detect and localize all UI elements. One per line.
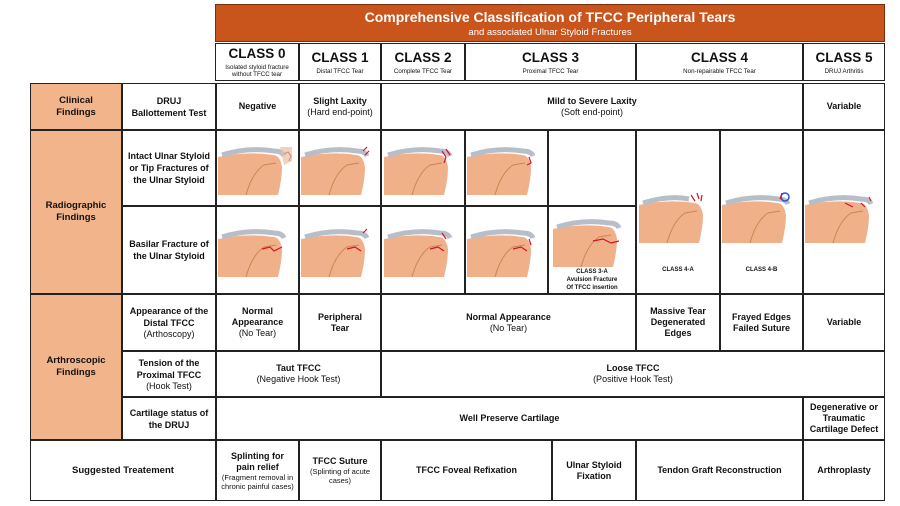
appearance-class-0: Normal Appearance (No Tear) xyxy=(216,294,299,351)
class-name: CLASS 5 xyxy=(815,49,873,65)
page-title: Comprehensive Classification of TFCC Peripheral Tears xyxy=(364,8,736,25)
treatment-class-0: Splinting for pain relief (Fragment removal in chronic painful cases) xyxy=(216,440,299,501)
section-radiographic: Radiographic Findings xyxy=(30,130,122,294)
xray-basilar-class-3 xyxy=(465,206,548,294)
wrist-illustration xyxy=(639,187,719,243)
treatment-class-4: Tendon Graft Reconstruction xyxy=(636,440,803,501)
xray-basilar-class-1 xyxy=(299,206,381,294)
class-desc: Isolated styloid fracture without TFCC tear xyxy=(225,64,289,78)
wrist-illustration xyxy=(384,221,464,277)
row-label-appearance: Appearance of the Distal TFCC (Arthoscopy) xyxy=(122,294,216,351)
appearance-class-4b: Frayed Edges Failed Suture xyxy=(720,294,803,351)
xray-class-4a: CLASS 4-A xyxy=(636,130,720,294)
treatment-class-5: Arthroplasty xyxy=(803,440,885,501)
page-subtitle: and associated Ulnar Styloid Fractures xyxy=(468,26,632,38)
treatment-class-3: Ulnar Styloid Fixation xyxy=(552,440,636,501)
class-name: CLASS 3 xyxy=(521,49,579,65)
xray-intact-class-3-empty xyxy=(548,130,636,206)
title-banner xyxy=(215,4,885,42)
wrist-illustration xyxy=(218,139,298,195)
wrist-illustration xyxy=(467,139,547,195)
clinical-class-5: Variable xyxy=(803,83,885,130)
xray-basilar-class-0 xyxy=(216,206,299,294)
wrist-illustration xyxy=(722,187,802,243)
class-0-header xyxy=(215,43,299,81)
cartilage-class-5: Degenerative or Traumatic Cartilage Defect xyxy=(803,397,885,440)
wrist-illustration xyxy=(467,221,547,277)
class-2-header xyxy=(381,43,465,81)
xray-intact-class-0 xyxy=(216,130,299,206)
class-name: CLASS 0 xyxy=(228,46,286,61)
wrist-illustration xyxy=(218,221,298,277)
class-5-header xyxy=(803,43,885,81)
treatment-class-1: TFCC Suture (Splinting of acute cases) xyxy=(299,440,381,501)
clinical-class-1: Slight Laxity (Hard end-point) xyxy=(299,83,381,130)
xray-intact-class-1 xyxy=(299,130,381,206)
cartilage-class-0-4: Well Preserve Cartilage xyxy=(216,397,803,440)
row-label-cartilage: Cartilage status of the DRUJ xyxy=(122,397,216,440)
appearance-class-5: Variable xyxy=(803,294,885,351)
clinical-class-0: Negative xyxy=(216,83,299,130)
xray-class-3a: CLASS 3-A Avulsion Fracture Of TFCC insertion xyxy=(548,206,636,294)
class-name: CLASS 2 xyxy=(394,49,452,65)
class-name: CLASS 1 xyxy=(311,49,369,65)
class-3-header xyxy=(465,43,636,81)
tension-class-0-1: Taut TFCC (Negative Hook Test) xyxy=(216,351,381,397)
class-1-header xyxy=(299,43,381,81)
xray-basilar-class-2 xyxy=(381,206,465,294)
row-label-tension: Tension of the Proximal TFCC (Hook Test) xyxy=(122,351,216,397)
clinical-class-2-4: Mild to Severe Laxity (Soft end-point) xyxy=(381,83,803,130)
row-label-intact-styloid: Intact Ulnar Styloid or Tip Fractures of the Ulnar Styloid xyxy=(122,130,216,206)
treatment-class-2: TFCC Foveal Refixation xyxy=(381,440,552,501)
tension-class-2-5: Loose TFCC (Positive Hook Test) xyxy=(381,351,885,397)
wrist-illustration xyxy=(805,187,885,243)
wrist-illustration xyxy=(301,221,381,277)
xray-class-5 xyxy=(803,130,885,294)
class-desc: Non-repairable TFCC Tear xyxy=(683,67,756,75)
class-desc: Distal TFCC Tear xyxy=(316,67,364,75)
xray-intact-class-3 xyxy=(465,130,548,206)
section-treatment: Suggested Treatement xyxy=(30,440,216,501)
class-desc: DRUJ Arthritis xyxy=(824,67,864,75)
appearance-class-1: Peripheral Tear xyxy=(299,294,381,351)
wrist-illustration xyxy=(384,139,464,195)
appearance-class-4a: Massive Tear Degenerated Edges xyxy=(636,294,720,351)
class-name: CLASS 4 xyxy=(690,49,748,65)
section-arthroscopic: Arthroscopic Findings xyxy=(30,294,122,440)
class-desc: Complete TFCC Tear xyxy=(393,67,453,75)
xray-intact-class-2 xyxy=(381,130,465,206)
wrist-illustration xyxy=(553,211,633,267)
appearance-class-2-3: Normal Appearance (No Tear) xyxy=(381,294,636,351)
class-desc: Proximal TFCC Tear xyxy=(522,67,579,75)
class-4-header xyxy=(636,43,803,81)
section-clinical: Clinical Findings xyxy=(30,83,122,130)
row-label-basilar-fracture: Basilar Fracture of the Ulnar Styloid xyxy=(122,206,216,294)
row-label-druj: DRUJ Ballottement Test xyxy=(122,83,216,130)
xray-class-4b: CLASS 4-B xyxy=(720,130,803,294)
wrist-illustration xyxy=(301,139,381,195)
